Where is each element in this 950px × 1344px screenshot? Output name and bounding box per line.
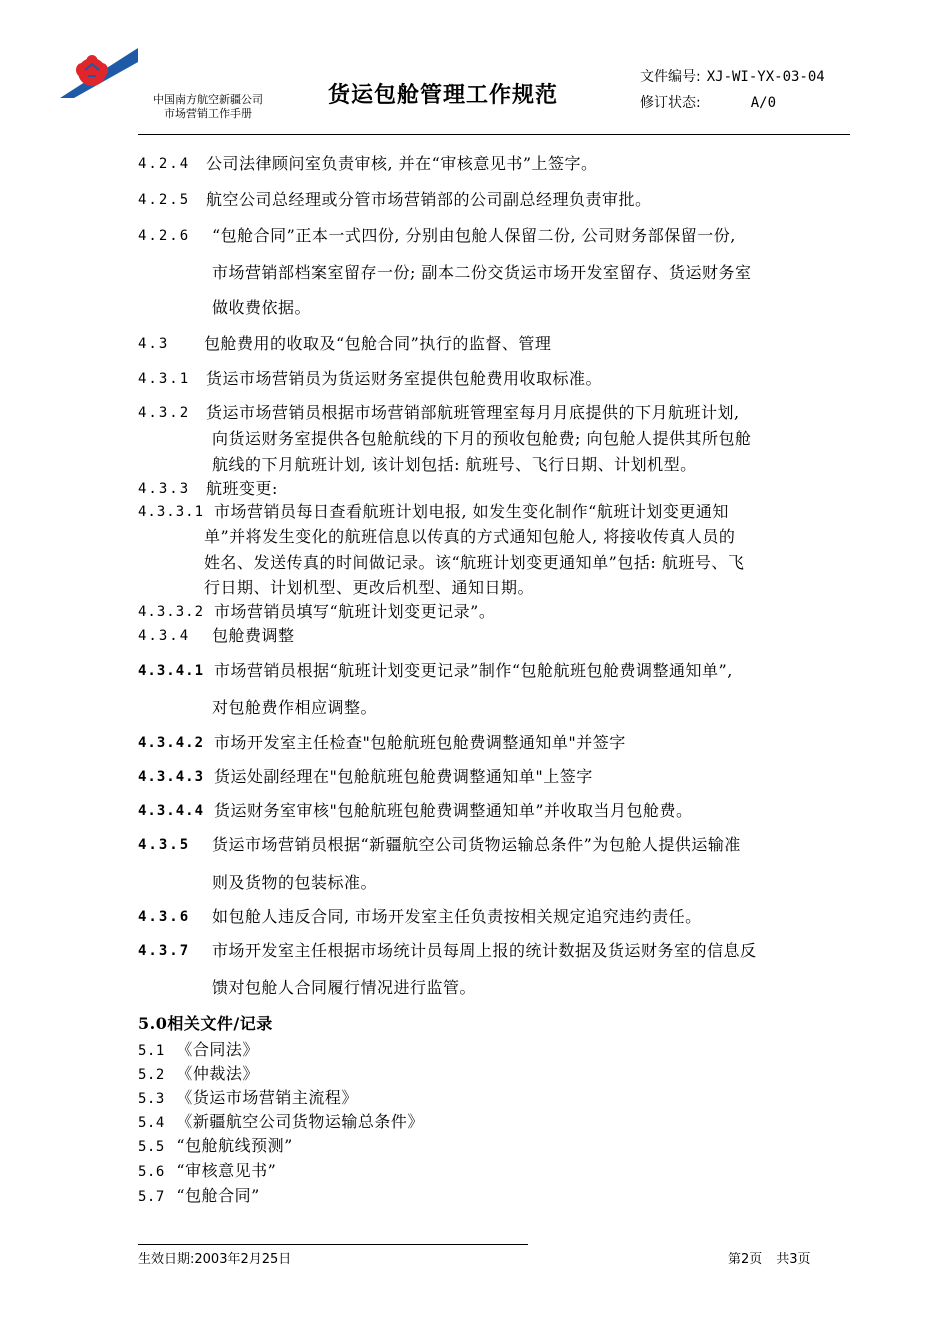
clause-number: 4.3.4.2 [138, 735, 205, 751]
doc-number-label: 文件编号: [640, 69, 701, 85]
reference-title: 《新疆航空公司货物运输总条件》 [176, 1112, 424, 1131]
clause-text: 市场营销员填写“航班计划变更记录”。 [214, 602, 496, 621]
clause-number: 4.2.5 [138, 192, 191, 208]
company-name [138, 93, 278, 121]
revision-label: 修订状态: [640, 95, 701, 111]
clause-text: 货运市场营销员根据市场营销部航班管理室每月月底提供的下月航班计划, [206, 403, 740, 422]
reference-number: 5.6 [138, 1164, 165, 1180]
reference-title: “包舱航线预测” [176, 1136, 293, 1155]
clause-line [138, 154, 598, 174]
doc-number-row [640, 64, 825, 90]
clause-text: 市场营销员每日查看航班计划电报, 如发生变化制作“航班计划变更通知 [214, 502, 729, 521]
clause-number: 4.3.2 [138, 405, 191, 421]
clause-line [138, 907, 702, 927]
page-indicator [728, 1248, 811, 1267]
reference-item [138, 1136, 293, 1157]
clause-text: 航空公司总经理或分管市场营销部的公司副总经理负责审批。 [206, 190, 652, 209]
doc-number-value: XJ-WI-YX-03-04 [706, 69, 825, 85]
clause-number: 4.3.7 [138, 943, 191, 959]
clause-number: 4.3.3.1 [138, 504, 205, 520]
clause-line [138, 334, 551, 354]
reference-number: 5.7 [138, 1189, 165, 1205]
page-total: 共3页 [776, 1252, 811, 1267]
clause-line [138, 626, 295, 646]
document-title: 货运包舱管理工作规范 [328, 83, 559, 108]
clause-continuation: 做收费依据。 [212, 298, 312, 317]
clause-continuation: 向货运财务室提供各包舱航线的下月的预收包舱费; 向包舱人提供其所包舱 [212, 429, 752, 448]
reference-item [138, 1112, 424, 1133]
document-meta [640, 64, 825, 116]
clause-number: 4.3.3 [138, 481, 191, 497]
clause-line [138, 226, 736, 246]
clause-text: 航班变更: [206, 479, 278, 498]
clause-number: 4.3.4.3 [138, 769, 205, 785]
clause-number: 4.3.4 [138, 628, 191, 644]
clause-line [138, 479, 278, 499]
reference-item [138, 1064, 259, 1085]
kapok-flower-logo-icon [40, 40, 140, 100]
clause-text: 货运市场营销员根据“新疆航空公司货物运输总条件”为包舱人提供运输准 [212, 835, 741, 854]
reference-number: 5.2 [138, 1067, 165, 1083]
clause-continuation: 航线的下月航班计划, 该计划包括: 航班号、飞行日期、计划机型。 [212, 455, 697, 474]
clause-line [138, 835, 741, 855]
clause-line [138, 941, 757, 961]
clause-line [138, 767, 593, 787]
revision-row [640, 90, 825, 116]
header-divider [138, 134, 850, 135]
clause-number: 4.2.4 [138, 156, 191, 172]
clause-number: 4.3.4.4 [138, 803, 205, 819]
company-line2: 市场营销工作手册 [164, 107, 252, 120]
clause-continuation: 单”并将发生变化的航班信息以传真的方式通知包舱人, 将接收传真人员的 [204, 527, 736, 546]
clause-text: 包舱费用的收取及“包舱合同”执行的监督、管理 [204, 334, 552, 353]
revision-value: A/0 [750, 95, 777, 111]
clause-number: 4.3.5 [138, 837, 191, 853]
clause-line [138, 190, 652, 210]
clause-text: 市场营销员根据“航班计划变更记录”制作“包舱航班包舱费调整通知单”, [214, 661, 733, 680]
reference-item [138, 1186, 260, 1207]
reference-number: 5.3 [138, 1091, 165, 1107]
clause-number: 4.3.4.1 [138, 663, 205, 679]
clause-line [138, 502, 729, 522]
reference-number: 5.4 [138, 1115, 165, 1131]
clause-continuation: 姓名、发送传真的时间做记录。该“航班计划变更通知单”包括: 航班号、飞 [204, 553, 745, 572]
reference-number: 5.5 [138, 1139, 165, 1155]
effective-date: 生效日期:2003年2月25日 [138, 1252, 292, 1267]
clause-number: 4.3 [138, 336, 170, 352]
clause-continuation: 则及货物的包装标准。 [212, 873, 378, 892]
clause-text: 市场开发室主任根据市场统计员每周上报的统计数据及货运财务室的信息反 [212, 941, 757, 960]
clause-line [138, 801, 693, 821]
clause-continuation: 馈对包舱人合同履行情况进行监管。 [212, 978, 477, 997]
clause-number: 4.2.6 [138, 228, 191, 244]
reference-item [138, 1088, 358, 1109]
footer-divider [138, 1244, 528, 1245]
clause-line [138, 369, 602, 389]
clause-line [138, 403, 740, 423]
clause-continuation: 对包舱费作相应调整。 [212, 698, 378, 717]
clause-text: 货运处副经理在"包舱航班包舱费调整通知单"上签字 [214, 767, 593, 786]
clause-text: 公司法律顾问室负责审核, 并在“审核意见书”上签字。 [206, 154, 598, 173]
reference-title: “审核意见书” [176, 1161, 277, 1180]
reference-title: 《合同法》 [176, 1040, 259, 1059]
clause-line [138, 733, 626, 753]
reference-title: 《仲裁法》 [176, 1064, 259, 1083]
section-title: 相关文件/记录 [167, 1014, 273, 1033]
clause-text: 包舱费调整 [212, 626, 295, 645]
reference-number: 5.1 [138, 1043, 165, 1059]
page-number: 第2页 [728, 1252, 763, 1267]
clause-text: “包舱合同”正本一式四份, 分别由包舱人保留二份, 公司财务部保留一份, [212, 226, 736, 245]
clause-number: 4.3.3.2 [138, 604, 205, 620]
clause-line [138, 661, 733, 681]
reference-title: 《货运市场营销主流程》 [176, 1088, 358, 1107]
section-heading [138, 1014, 273, 1034]
reference-title: “包舱合同” [176, 1186, 260, 1205]
clause-continuation: 行日期、计划机型、更改后机型、通知日期。 [204, 578, 535, 597]
company-line1: 中国南方航空新疆公司 [153, 93, 263, 106]
clause-number: 4.3.6 [138, 909, 191, 925]
clause-text: 货运市场营销员为货运财务室提供包舱费用收取标准。 [206, 369, 603, 388]
clause-text: 市场开发室主任检查"包舱航班包舱费调整通知单"并签字 [214, 733, 626, 752]
section-number: 5.0 [138, 1014, 168, 1033]
clause-text: 货运财务室审核"包舱航班包舱费调整通知单”并收取当月包舱费。 [214, 801, 693, 820]
clause-continuation: 市场营销部档案室留存一份; 副本二份交货运市场开发室留存、货运财务室 [212, 263, 752, 282]
clause-number: 4.3.1 [138, 371, 191, 387]
reference-item [138, 1161, 276, 1182]
clause-line [138, 602, 495, 622]
reference-item [138, 1040, 259, 1061]
clause-text: 如包舱人违反合同, 市场开发室主任负责按相关规定追究违约责任。 [212, 907, 702, 926]
company-logo [40, 40, 140, 100]
